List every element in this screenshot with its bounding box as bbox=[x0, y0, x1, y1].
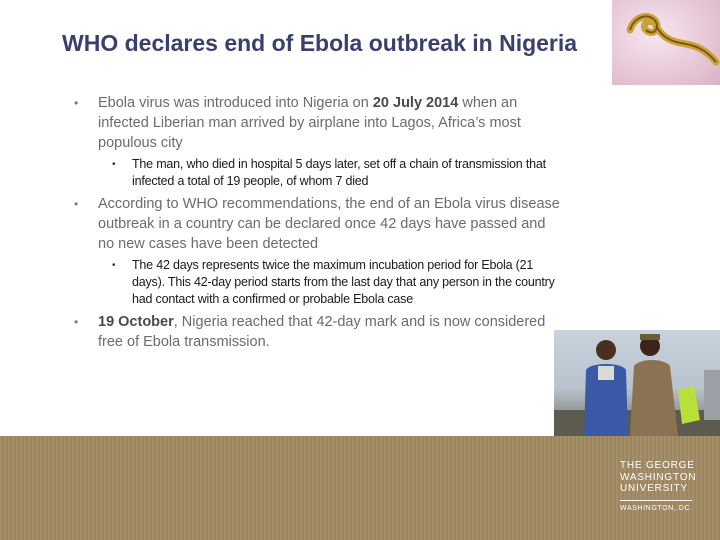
bullet-ebola-free: • 19 October, Nigeria reached that 42-day mark and is now considered free of Ebola transmission. bbox=[72, 312, 562, 352]
footer-band bbox=[0, 436, 720, 540]
ebola-virus-image bbox=[612, 0, 720, 85]
slide-content bbox=[72, 93, 562, 355]
officials-photo bbox=[554, 330, 720, 436]
logo-divider bbox=[620, 500, 692, 501]
gwu-logo: THE GEORGE WASHINGTON UNIVERSITY WASHINGTON, DC bbox=[620, 460, 697, 512]
sub-bullet-index-case: • The man, who died in hospital 5 days later, set off a chain of transmission that infected a total of 19 people, of whom 7 died bbox=[72, 156, 562, 190]
sub-bullet-incubation-period: • The 42 days represents twice the maximum incubation period for Ebola (21 days). This 42-day period starts from the last day that any person in the country had contact with a confirmed or probable Ebola case bbox=[72, 257, 562, 308]
slide-title: WHO declares end of Ebola outbreak in Nigeria bbox=[62, 30, 578, 56]
bullet-introduction: • Ebola virus was introduced into Nigeria on 20 July 2014 when an infected Liberian man arrived by airplane into Lagos, Africa’s most populous city bbox=[72, 93, 562, 153]
bullet-who-recommendation: • According to WHO recommendations, the end of an Ebola virus disease outbreak in a country can be declared once 42 days have passed and no new cases have been detected bbox=[72, 194, 562, 254]
